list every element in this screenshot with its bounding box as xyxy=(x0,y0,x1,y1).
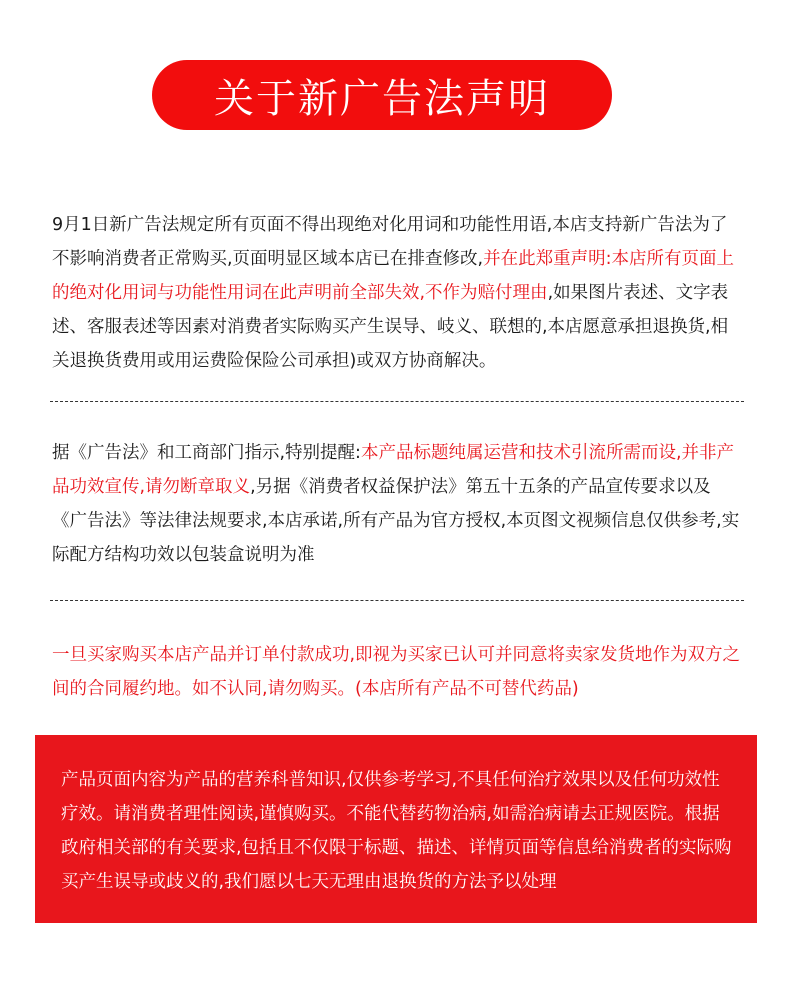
statement-3-highlight: 一旦买家购买本店产品并订单付款成功,即视为买家已认可并同意将卖家发货地作为双方之间的合同履约地。如不认同,请勿购买。(本店所有产品不可替代药品) xyxy=(52,645,741,699)
notice-box xyxy=(35,735,757,923)
statement-1-tail: ,如果图片表述、文字表述、客服表述等因素对消费者实际购买产生误导、岐义、联想的,本店愿意承担退换货,相关退换货费用或用运费险保险公司承担)或双方协商解决。 xyxy=(52,283,729,371)
dashed-divider-1 xyxy=(50,401,744,402)
statement-paragraph-2 xyxy=(52,436,742,572)
title-banner xyxy=(152,60,612,130)
statement-2-tail: ,另据《消费者权益保护法》第五十五条的产品宣传要求以及《广告法》等法律法规要求,本店承诺,所有产品为官方授权,本页图文视频信息仅供参考,实际配方结构功效以包装盒说明为准 xyxy=(52,477,740,565)
statement-paragraph-1 xyxy=(52,208,742,378)
statement-2-text: 据《广告法》和工商部门指示,特别提醒: xyxy=(52,443,361,463)
statement-1-text: 9月1日新广告法规定所有页面不得出现绝对化用词和功能性用语,本店支持新广告法为了不影响消费者正常购买,页面明显区域本店已在排查修改, xyxy=(52,215,728,269)
notice-text: 产品页面内容为产品的营养科普知识,仅供参考学习,不具任何治疗效果以及任何功效性疗效。请消费者理性阅读,谨慎购买。不能代替药物治病,如需治病请去正规医院。根据政府相关部的有关要求,包括且不仅限于标题、描述、详情页面等信息给消费者的实际购买产生误导或歧义的,我们愿以七天无理由退换货的方法予以处理 xyxy=(61,770,732,892)
statement-paragraph-3 xyxy=(52,638,742,706)
statement-1-highlight: 并在此郑重声明:本店所有页面上的绝对化用词与功能性用词在此声明前全部失效,不作为赔付理由 xyxy=(52,249,735,303)
dashed-divider-2 xyxy=(50,600,744,601)
page-title: 关于新广告法声明 xyxy=(214,75,550,122)
statement-2-highlight: 本产品标题纯属运营和技术引流所需而设,并非产品功效宣传,请勿断章取义 xyxy=(52,443,735,497)
